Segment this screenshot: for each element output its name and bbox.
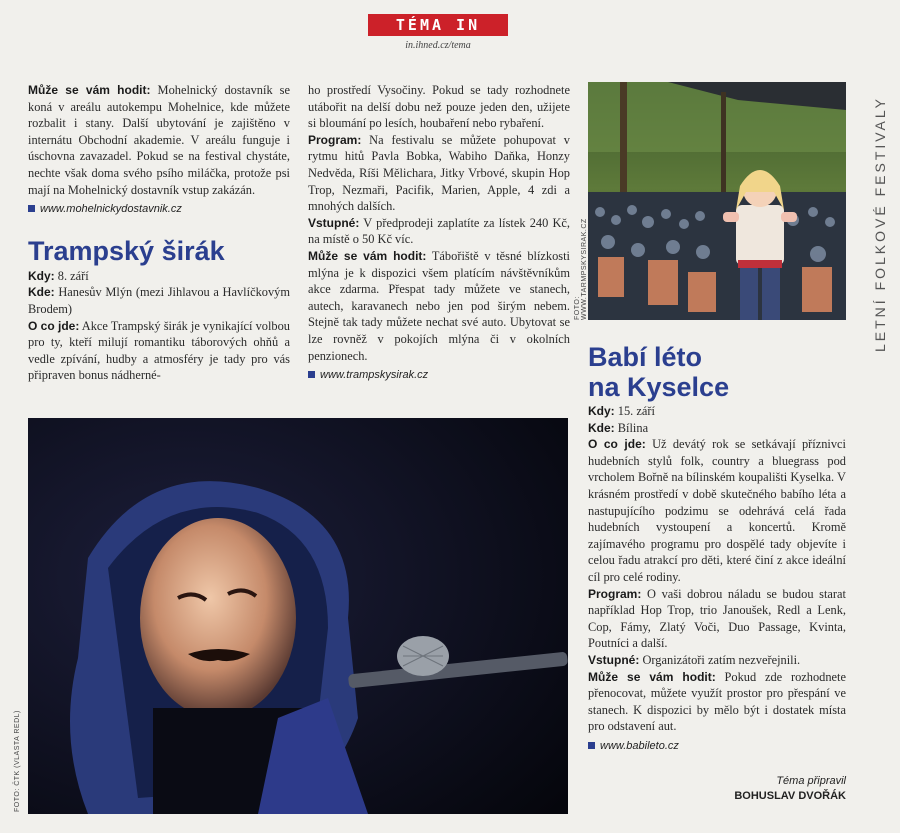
babi-kdy: Kdy: 15. září: [588, 404, 655, 418]
babi-program: Program: O vaši dobrou náladu se budou starat například Hop Trop, trio Janoušek, Redl a Lenk, Cop, Fámy, Zlatý Voči, Duo Passage, Kvinta, Poutníci a další.: [588, 586, 846, 651]
trampsky-program: Program: Na festivalu se můžete pohupovat v rytmu hitů Pavla Bobka, Wabiho Daňka, Honzy Nedvěda, Ríši Mělichara, Jitky Vrbové, skupin Hop Trop, Nezmaři, Pacifik, Marien, Apple, 4 zdi a mnohých dalších.: [308, 132, 570, 214]
concert-singer-photo: [28, 418, 568, 814]
author-signoff: [690, 775, 846, 802]
singer-photo-credit: FOTO: ČTK (VLASTA REDL): [14, 710, 21, 812]
trampsky-ocojde: O co jde: Akce Trampský širák je vynikající volbou pro ty, kteří milují romantiku táborových ohňů a vedle zpívání, hudby a atmosféry je tady pro vás připraven bonus nádherné-: [28, 318, 290, 383]
article-title-trampsky-sirak: Trampský širák: [28, 235, 225, 266]
sidebar-tag: LETNÍ FOLKOVÉ FESTIVALY: [872, 96, 888, 352]
trampsky-kde: Kde: Hanesův Mlýn (mezi Jihlavou a Havlíčkovým Brodem): [28, 285, 290, 316]
singer-image: [28, 418, 568, 814]
mohelnice-web-link[interactable]: www.mohelnickydostavnik.cz: [28, 201, 290, 218]
babi-web-link[interactable]: www.babileto.cz: [588, 738, 846, 755]
babi-ocojde: O co jde: Už devátý rok se setkávají příznivci hudebních stylů folk, country a bluegrass pod vrcholem Bořně na bílinském koupališti Kyselka. V krásném prostředí v době skutečného babího léta a nastupujícího podzimu se odehrává celá řada hudebních vystoupení a koncertů. Kromě zajímavého programu pro dospělé tady objevíte i celou řadu atrakcí pro děti, které činí z akce ideální cíl pro celé rodiny.: [588, 437, 846, 584]
author-name: BOHUSLAV DVOŘÁK: [734, 790, 846, 802]
column-2: [308, 82, 570, 384]
babi-kde: Kde: Bílina: [588, 420, 649, 435]
signoff-label: Téma připravil: [776, 775, 846, 787]
column-3: [588, 342, 846, 754]
article-title-babi-leto: Babí léto na Kyselce: [588, 342, 730, 402]
trampsky-vstupne: Vstupné: V předprodeji zaplatíte za lístek 240 Kč, na místě o 50 Kč víc.: [308, 215, 570, 247]
bullet-square-icon: [588, 742, 595, 749]
babi-hodit: Může se vám hodit: Pokud zde rozhodnete přenocovat, můžete využít prostor pro přespání ve stanech. K dispozici by mělo být i dostatek místa pro odstavení aut.: [588, 669, 846, 734]
section-url[interactable]: in.ihned.cz/tema: [405, 40, 471, 51]
babi-vstupne: Vstupné: Organizátoři zatím nezveřejnili.: [588, 652, 801, 667]
column-1: [28, 82, 290, 384]
crowd-photo-credit: FOTO: WWW.TARMPSKYSIRAK.CZ: [574, 218, 588, 320]
trampsky-kdy: Kdy: 8. září: [28, 268, 89, 283]
trampsky-continued: ho prostředí Vysočiny. Pokud se tady rozhodnete utábořit na delší dobu než pouze jeden den, užijete si bloumání po lesích, houbaření nebo rybaření.: [308, 83, 570, 131]
festival-crowd-photo: [588, 82, 846, 320]
trampsky-hodit: Může se vám hodit: Tábořiště v těsné blízkosti mlýna je k dispozici všem platícím návštěvníkům akce zdarma. Přespat tady můžete ve stanech, autech, karavanech nebo jen pod širým nebem. Stejně tak tady můžete nechat své auto. Ubytovat se lze rovněž v pokojích mlýna či v okolních penzionech.: [308, 248, 570, 363]
mohelnice-info: Může se vám hodit: Mohelnický dostavník se koná v areálu autokempu Mohelnice, kde můžete rozbalit i stany. Další ubytování je zajištěno v internátu Obchodní akademie. V areálu funguje i úschovna zavazadel. Pokud se na festival chystáte, nechte však doma svého psího miláčka, protože psi mají na Mohelnický dostavník vstup zakázán.: [28, 83, 290, 197]
bullet-square-icon: [28, 205, 35, 212]
bullet-square-icon: [308, 371, 315, 378]
festival-crowd-image: [588, 82, 846, 320]
section-badge: TÉMA IN: [368, 14, 508, 36]
trampsky-web-link[interactable]: www.trampskysirak.cz: [308, 367, 570, 384]
